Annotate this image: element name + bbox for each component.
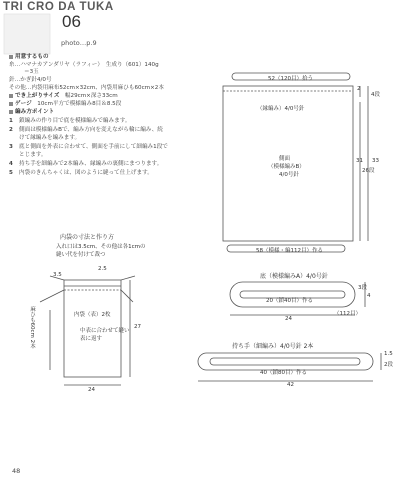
bottom-stitch-count: （112目） [334, 311, 361, 317]
bullet-icon [9, 102, 13, 106]
side-dim-rows: 26段 [362, 168, 375, 174]
bottom-chain-label: 20（鎖40目）作る [266, 298, 313, 304]
photo-thumbnail [4, 14, 50, 54]
side-center-label: 側面 [279, 156, 291, 162]
side-dim-edge-rows: 4段 [371, 92, 380, 98]
handle-dim-rows: 2段 [384, 362, 393, 368]
hook-line: 針…かぎ針4/0号 [9, 77, 52, 83]
step-2-cont: けて縁編みを編みます。 [19, 135, 81, 141]
bottom-title: 底（模様編みA）4/0号針 [260, 273, 328, 280]
inner-center-text-2: 表に返す [80, 336, 103, 342]
size-line: でき上がりサイズ 幅29cm×深さ33cm [9, 93, 118, 100]
step-3: 3 底と側面を外表に合わせて、側面を手前にして細編み1段で [9, 144, 168, 150]
handle-title: 持ち手（細編み）4/0号針 2本 [232, 343, 314, 350]
side-dim-total: 33 [372, 158, 379, 164]
side-dim-edge: 2 [357, 86, 361, 92]
step-5: 5 内袋のきんちゃくは、図のように縫って仕上げます。 [9, 170, 153, 176]
inner-dim-top: 2.5 [98, 266, 107, 272]
step-4: 4 持ち手を細編みで2本編み、縁編みの裏側にまつります。 [9, 161, 163, 167]
inner-fabric-label: 内袋（表）2枚 [74, 312, 111, 318]
inner-bag-note-1: 入れ口は3.5cm、その他は各1cmの [56, 244, 146, 250]
inner-bag-title: 内袋の寸法と作り方 [60, 234, 115, 241]
inner-cord-label: 麻ひも60cm 2本 [29, 306, 35, 349]
side-edge-label: （縁編み）4/0号針 [257, 106, 305, 112]
yarn-line-2: ＝3玉 [24, 69, 39, 75]
handle-dim-total: 42 [287, 382, 294, 388]
photo-reference: photo…p.9 [61, 39, 97, 47]
inner-dim-opening: 3.5 [53, 272, 62, 278]
side-top-label: 52（120目）拾う [268, 76, 313, 82]
handle-dim-height: 1.5 [384, 351, 393, 357]
materials-heading: 用意するもの [9, 54, 49, 61]
inner-dim-width: 24 [88, 387, 95, 393]
site-watermark: TRI CRO DA TUKA [3, 1, 114, 13]
gauge-line: ゲージ 10cm平方で模様編み8目＆8.5段 [9, 101, 121, 108]
page-number: 48 [12, 467, 21, 475]
step-2: 2 側面は模様編みBで、編み方向を変えながら輪に編み、続 [9, 127, 163, 133]
bullet-icon [9, 94, 13, 98]
bottom-dim-rows: 3段 [358, 285, 367, 291]
bullet-icon [9, 110, 13, 114]
other-line: その他…内袋用麻布52cm×32cm、内袋用麻ひも60cm×2本 [9, 85, 164, 91]
side-bottom-label: 58（模様・編112目）作る [256, 248, 323, 254]
side-dim-height: 31 [356, 158, 363, 164]
points-heading: 編み方ポイント [9, 109, 54, 116]
handle-chain-label: 40（鎖80目）作る [260, 370, 307, 376]
step-3-cont: とじます。 [19, 152, 47, 158]
yarn-line: 糸…ハマナカアンダリヤ（ラフィー） 生成り（601）140g [9, 62, 159, 68]
handle-diagram [198, 353, 381, 381]
inner-bag-note-2: 縫い代を付けて裁つ [56, 252, 106, 258]
inner-dim-height: 27 [134, 324, 141, 330]
pattern-number: 06 [62, 12, 81, 31]
bullet-icon [9, 55, 13, 59]
bottom-dim-width: 24 [285, 316, 292, 322]
inner-center-text-1: 中表に合わせて縫い [80, 328, 130, 334]
side-center-label-3: 4/0号針 [279, 172, 299, 178]
side-center-label-2: （模様編みB） [268, 164, 305, 170]
bottom-dim-height: 4 [367, 293, 371, 299]
step-1: 1 鎖編みの作り目で底を模様編みで編みます。 [9, 118, 131, 124]
